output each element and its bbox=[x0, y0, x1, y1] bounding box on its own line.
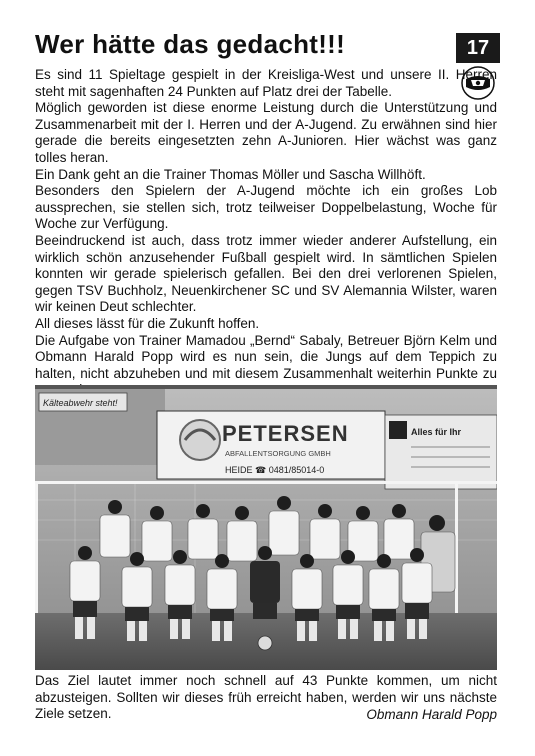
paragraph: All dieses lässt für die Zukunft hoffen. bbox=[35, 315, 260, 331]
article-body bbox=[35, 67, 497, 399]
banner-contact-text: HEIDE ☎ 0481/85014-0 bbox=[225, 465, 325, 475]
closing-paragraph: Das Ziel lautet immer noch schnell auf 43 Punkte kommen, um nicht abzusteigen. Sollten wir dieses früh erreicht haben, werden wir uns nächste Ziele setzen. bbox=[35, 673, 497, 722]
paragraph: Es sind 11 Spieltage gespielt in der Kreisliga-West und unsere II. Herren steht mit sagenhaften 24 Punkten auf Platz drei der Tabelle. bbox=[35, 67, 497, 99]
page-number: 17 bbox=[456, 33, 500, 63]
paragraph: Ein Dank geht an die Trainer Thomas Möller und Sascha Willhöft. bbox=[35, 166, 426, 182]
paragraph: Besonders den Spielern der A-Jugend möchte ich ein großes Lob aussprechen, sie stellen sich, trotz teilweiser Doppelbelastung, Woche für Woche zur Verfügung. bbox=[35, 183, 497, 232]
sign-left-text: Kälteabwehr steht! bbox=[43, 398, 118, 408]
team-photo bbox=[35, 385, 497, 670]
paragraph: Möglich geworden ist diese enorme Leistung durch die Unterstützung und Zusammenarbeit mit der I. Herren und der A-Jugend. Zu erwähnen sind hier gerade die bereits eingesetzten zehn A-Junioren. Hier wächst was ganz tolles heran. bbox=[35, 100, 497, 165]
paragraph: Die Aufgabe von Trainer Mamadou „Bernd“ Sabaly, Betreuer Björn Kelm und Obmann Harald Popp wird es nun sein, die Jungs auf dem Teppich zu halten, nicht abzuheben und mit diesem Zusammenhalt weiterhin Punkte zu bbox=[35, 332, 497, 381]
banner-brand-text: PETERSEN bbox=[222, 421, 349, 446]
author-signature: Obmann Harald Popp bbox=[366, 707, 497, 722]
article-title: Wer hätte das gedacht!!! bbox=[35, 29, 346, 59]
paragraph: Beeindruckend ist auch, dass trotz immer wieder anderer Aufstellung, ein wirklich schön anzusehender Fußball gespielt wird. In sämtlichen Spielen konnten wir gerade spielerisch gefallen. Bei den drei verlorenen Spielen, gegen TSV Buchholz, Neuenkirchener SC und SV Alemannia Wilster, waren wir keinen Deut schlechter. bbox=[35, 232, 497, 315]
banner-sub-text: ABFALLENTSORGUNG GMBH bbox=[225, 449, 331, 458]
banner-right-text: Alles für Ihr bbox=[411, 427, 462, 437]
